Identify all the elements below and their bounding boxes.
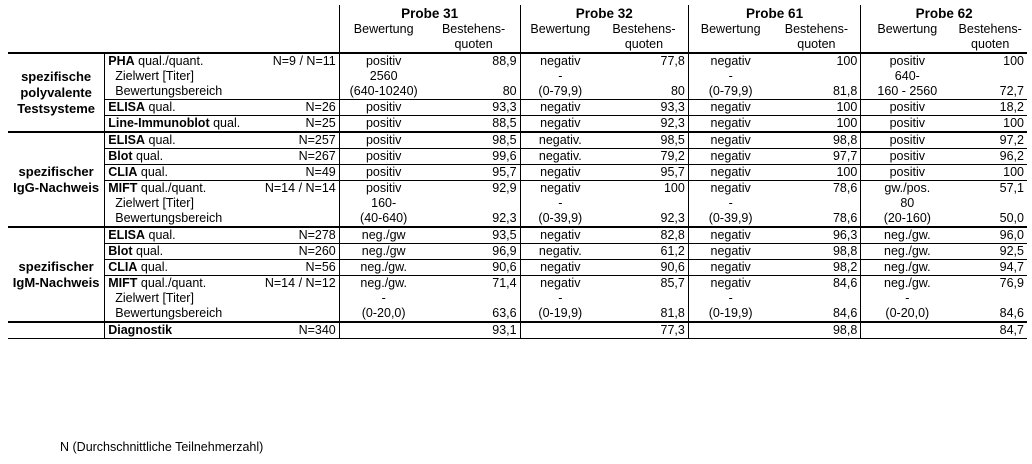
- bewertung-value: negativ: [688, 260, 772, 276]
- bewertung-value: positiv: [339, 181, 427, 197]
- quote-value: 98,8: [772, 322, 860, 339]
- bewertung-value: -: [520, 196, 600, 211]
- method-qualifier: qual.: [137, 260, 168, 274]
- bewertung-value: (0-19,9): [520, 306, 600, 322]
- method-title: Blot: [108, 244, 133, 258]
- method-qualifier: qual./quant.: [137, 276, 207, 290]
- table-row: [8, 149, 1027, 165]
- method-qualifier: qual.: [145, 100, 176, 114]
- quote-value: 50,0: [999, 211, 1024, 225]
- col-header-bestehensquoten: Bestehens-: [958, 22, 1022, 36]
- footnote: N (Durchschnittliche Teilnehmerzahl): [60, 440, 264, 454]
- probe-header: Probe 61: [688, 5, 860, 22]
- method-title: ELISA: [108, 100, 146, 114]
- header-row-probes: [8, 5, 1027, 22]
- quote-value: 97,2: [953, 132, 1027, 149]
- sub-label: Bewertungsbereich: [105, 211, 340, 227]
- quote-value: [600, 69, 688, 84]
- table-subrow: [8, 196, 1027, 211]
- bewertung-value: positiv: [861, 149, 954, 165]
- quote-value: 100: [772, 100, 860, 116]
- quote-value: 84,6: [832, 306, 858, 320]
- bewertung-value: (0-39,9): [688, 211, 772, 227]
- probe-header: Probe 32: [520, 5, 688, 22]
- quote-value: [953, 196, 1027, 211]
- sub-label: Zielwert [Titer]: [105, 291, 340, 306]
- participant-count: N=14 / N=12: [251, 276, 339, 292]
- quote-value: 78,6: [832, 211, 858, 225]
- quote-value: 98,5: [428, 132, 521, 149]
- bewertung-value: (0-20,0): [339, 306, 427, 322]
- quote-value: 92,5: [953, 244, 1027, 260]
- header-row-columns: [8, 37, 1027, 53]
- bewertung-value: -: [520, 69, 600, 84]
- table-subrow: [8, 69, 1027, 84]
- col-header-bestehensquoten: Bestehens-: [784, 22, 848, 36]
- quote-value: 85,7: [600, 276, 688, 292]
- method-title: MIFT: [108, 181, 138, 195]
- table-subrow: [8, 291, 1027, 306]
- quote-value: [772, 291, 860, 306]
- col-header-bestehensquoten: Bestehens-: [441, 22, 506, 36]
- quote-value: 77,8: [600, 53, 688, 69]
- sub-label: Zielwert [Titer]: [105, 69, 340, 84]
- col-header-bewertung: Bewertung: [688, 22, 772, 37]
- quote-value: 92,3: [492, 211, 517, 225]
- bewertung-value: negativ: [688, 149, 772, 165]
- quote-value: 94,7: [953, 260, 1027, 276]
- bewertung-value: negativ: [520, 116, 600, 133]
- table-row: [8, 227, 1027, 244]
- quote-value: 88,9: [428, 53, 521, 69]
- participant-count: N=9 / N=11: [251, 53, 339, 69]
- quote-value: 81,8: [832, 84, 858, 98]
- table-subrow: [8, 211, 1027, 227]
- quote-value: 100: [772, 53, 860, 69]
- bewertung-value: 2560: [339, 69, 427, 84]
- bewertung-value: negativ: [520, 227, 600, 244]
- quote-value: 93,3: [600, 100, 688, 116]
- bewertung-value: (20-160): [861, 211, 954, 227]
- method-title: PHA: [108, 54, 135, 68]
- quote-value: 93,1: [428, 322, 521, 339]
- bewertung-value: negativ: [688, 116, 772, 133]
- table-subrow: [8, 84, 1027, 100]
- col-header-bestehensquoten: Bestehens-: [612, 22, 676, 36]
- bewertung-value: neg./gw.: [339, 276, 427, 292]
- bewertung-value: positiv: [339, 165, 427, 181]
- table-subrow: [8, 306, 1027, 322]
- quote-value: [953, 69, 1027, 84]
- bewertung-value: neg./gw.: [861, 260, 954, 276]
- table-row: [8, 276, 1027, 292]
- quote-value: 88,5: [428, 116, 521, 133]
- bewertung-value: gw./pos.: [861, 181, 954, 197]
- quote-value: 71,4: [428, 276, 521, 292]
- bewertung-value: negativ: [688, 244, 772, 260]
- quote-value: 92,3: [660, 211, 685, 225]
- quote-value: 100: [953, 165, 1027, 181]
- quote-value: 98,8: [772, 244, 860, 260]
- bewertung-value: neg./gw.: [861, 227, 954, 244]
- bewertung-value: (0-19,9): [688, 306, 772, 322]
- section-label: spezifische polyvalente Testsysteme: [8, 53, 105, 132]
- method-name: [105, 181, 251, 197]
- method-title: CLIA: [108, 165, 138, 179]
- bewertung-value: negativ: [688, 181, 772, 197]
- quote-value: 95,7: [600, 165, 688, 181]
- quote-value: 84,7: [953, 322, 1027, 339]
- bewertung-value: negativ.: [520, 244, 600, 260]
- section-label: spezifischer IgG-Nachweis: [8, 132, 105, 227]
- quote-value: 57,1: [953, 181, 1027, 197]
- quote-value: 90,6: [600, 260, 688, 276]
- quote-value: 98,8: [772, 132, 860, 149]
- col-header-bewertung: [688, 37, 772, 53]
- quote-value: 92,3: [600, 116, 688, 133]
- method-name: [105, 244, 251, 260]
- table-row: [8, 165, 1027, 181]
- sub-label: Bewertungsbereich: [105, 306, 340, 322]
- quote-value: [953, 291, 1027, 306]
- quote-value: 98,2: [772, 260, 860, 276]
- quote-value: 96,9: [428, 244, 521, 260]
- quote-value: 100: [953, 116, 1027, 133]
- quote-value: 76,9: [953, 276, 1027, 292]
- probe-header: Probe 31: [339, 5, 520, 22]
- quote-value: [772, 69, 860, 84]
- bewertung-value: [520, 322, 600, 339]
- quote-value: [772, 196, 860, 211]
- col-header-bestehensquoten: quoten: [797, 37, 836, 51]
- method-name: [105, 132, 251, 149]
- quote-value: 100: [953, 53, 1027, 69]
- bewertung-value: (0-79,9): [520, 84, 600, 100]
- bewertung-value: 160 - 2560: [861, 84, 954, 100]
- participant-count: N=49: [251, 165, 339, 181]
- method-qualifier: qual./quant.: [134, 54, 204, 68]
- sub-label: Bewertungsbereich: [105, 84, 340, 100]
- section-label: spezifischer IgM-Nachweis: [8, 227, 105, 322]
- bewertung-value: negativ: [688, 132, 772, 149]
- bewertung-value: positiv: [861, 165, 954, 181]
- quote-value: 72,7: [999, 84, 1024, 98]
- quote-value: [428, 69, 521, 84]
- method-qualifier: qual.: [132, 244, 164, 258]
- bewertung-value: neg./gw: [339, 227, 427, 244]
- bewertung-value: positiv: [861, 53, 954, 69]
- quote-value: 96,2: [953, 149, 1027, 165]
- bewertung-value: negativ: [688, 100, 772, 116]
- table-row: [8, 181, 1027, 197]
- bewertung-value: [688, 322, 772, 339]
- quote-value: 96,3: [772, 227, 860, 244]
- method-name: [105, 116, 251, 133]
- participant-count: N=56: [251, 260, 339, 276]
- bewertung-value: negativ: [688, 276, 772, 292]
- bewertung-value: (640-10240): [339, 84, 427, 100]
- quote-value: 80: [502, 84, 517, 98]
- bewertung-value: negativ: [520, 260, 600, 276]
- bewertung-value: [339, 322, 427, 339]
- bewertung-value: neg./gw.: [861, 244, 954, 260]
- quote-value: 99,6: [428, 149, 521, 165]
- quote-value: 100: [772, 116, 860, 133]
- method-title: Blot: [108, 149, 133, 163]
- bewertung-value: neg./gw.: [861, 276, 954, 292]
- bewertung-value: negativ: [520, 53, 600, 69]
- quote-value: [600, 291, 688, 306]
- method-qualifier: qual./quant.: [137, 181, 207, 195]
- bewertung-value: neg./gw.: [339, 260, 427, 276]
- col-header-bewertung: [339, 37, 427, 53]
- bewertung-value: negativ.: [520, 132, 600, 149]
- quote-value: 92,9: [428, 181, 521, 197]
- bewertung-value: negativ.: [520, 149, 600, 165]
- quote-value: 61,2: [600, 244, 688, 260]
- bewertung-value: -: [861, 291, 954, 306]
- probe-header: Probe 62: [861, 5, 1027, 22]
- quote-value: 84,6: [772, 276, 860, 292]
- bewertung-value: neg./gw: [339, 244, 427, 260]
- method-name: [105, 165, 251, 181]
- col-header-bewertung: [861, 37, 954, 53]
- table-row: [8, 53, 1027, 69]
- table-row: [8, 116, 1027, 133]
- method-qualifier: qual.: [145, 133, 176, 147]
- participant-count: N=26: [251, 100, 339, 116]
- quote-value: 80: [670, 84, 685, 98]
- method-name: [105, 227, 251, 244]
- bewertung-value: positiv: [339, 132, 427, 149]
- method-name: [105, 53, 251, 69]
- bewertung-value: (0-39,9): [520, 211, 600, 227]
- quote-value: 98,5: [600, 132, 688, 149]
- bewertung-value: negativ: [520, 165, 600, 181]
- quote-value: 96,0: [953, 227, 1027, 244]
- method-name: [105, 276, 251, 292]
- quote-value: 93,5: [428, 227, 521, 244]
- bewertung-value: negativ: [520, 100, 600, 116]
- bewertung-value: negativ: [688, 227, 772, 244]
- diagnostik-row: [8, 322, 1027, 339]
- method-qualifier: qual.: [209, 116, 241, 130]
- bewertung-value: (40-640): [339, 211, 427, 227]
- table-row: [8, 100, 1027, 116]
- bewertung-value: positiv: [339, 100, 427, 116]
- diagnostik-label: [105, 322, 251, 339]
- bewertung-value: positiv: [861, 116, 954, 133]
- bewertung-value: -: [339, 291, 427, 306]
- quote-value: 100: [600, 181, 688, 197]
- quote-value: 93,3: [428, 100, 521, 116]
- bewertung-value: (0-79,9): [688, 84, 772, 100]
- quote-value: [428, 196, 521, 211]
- quote-value: 77,3: [600, 322, 688, 339]
- participant-count: N=278: [251, 227, 339, 244]
- quote-value: 81,8: [660, 306, 685, 320]
- quote-value: 90,6: [428, 260, 521, 276]
- bewertung-value: negativ: [520, 181, 600, 197]
- participant-count: N=257: [251, 132, 339, 149]
- bewertung-value: negativ: [520, 276, 600, 292]
- diagnostik-title: Diagnostik: [108, 323, 173, 337]
- participant-count: N=25: [251, 116, 339, 133]
- bewertung-value: positiv: [339, 116, 427, 133]
- quote-value: 63,6: [492, 306, 517, 320]
- bewertung-value: negativ: [688, 165, 772, 181]
- participant-count: N=14 / N=14: [251, 181, 339, 197]
- col-header-bewertung: Bewertung: [861, 22, 954, 37]
- col-header-bewertung: [520, 37, 600, 53]
- method-title: MIFT: [108, 276, 138, 290]
- quote-value: 84,6: [999, 306, 1024, 320]
- bewertung-value: -: [688, 69, 772, 84]
- bewertung-value: 80: [861, 196, 954, 211]
- quote-value: 78,6: [772, 181, 860, 197]
- participant-count: N=260: [251, 244, 339, 260]
- bewertung-value: -: [520, 291, 600, 306]
- bewertung-value: (0-20,0): [861, 306, 954, 322]
- bewertung-value: [861, 322, 954, 339]
- sub-label: Zielwert [Titer]: [105, 196, 340, 211]
- participant-count: N=340: [251, 322, 339, 339]
- quote-value: 95,7: [428, 165, 521, 181]
- bewertung-value: negativ: [688, 53, 772, 69]
- method-qualifier: qual.: [145, 228, 176, 242]
- table-row: [8, 260, 1027, 276]
- quote-value: [600, 196, 688, 211]
- method-title: ELISA: [108, 228, 146, 242]
- col-header-bestehensquoten: quoten: [624, 37, 664, 51]
- bewertung-value: positiv: [861, 100, 954, 116]
- col-header-bewertung: Bewertung: [520, 22, 600, 37]
- method-name: [105, 149, 251, 165]
- method-title: CLIA: [108, 260, 138, 274]
- quote-value: [428, 291, 521, 306]
- bewertung-value: positiv: [339, 149, 427, 165]
- quote-value: 97,7: [772, 149, 860, 165]
- bewertung-value: positiv: [861, 132, 954, 149]
- col-header-bewertung: Bewertung: [339, 22, 427, 37]
- method-qualifier: qual.: [132, 149, 164, 163]
- method-title: Line-Immunoblot: [108, 116, 210, 130]
- col-header-bestehensquoten: quoten: [971, 37, 1010, 51]
- bewertung-value: -: [688, 196, 772, 211]
- results-table: [8, 5, 1027, 339]
- quote-value: 82,8: [600, 227, 688, 244]
- header-row-columns: [8, 22, 1027, 37]
- table-row: [8, 244, 1027, 260]
- quote-value: 100: [772, 165, 860, 181]
- bewertung-value: positiv: [339, 53, 427, 69]
- method-qualifier: qual.: [137, 165, 168, 179]
- bewertung-value: -: [688, 291, 772, 306]
- bewertung-value: 640-: [861, 69, 954, 84]
- quote-value: 18,2: [953, 100, 1027, 116]
- bewertung-value: 160-: [339, 196, 427, 211]
- method-title: ELISA: [108, 133, 146, 147]
- method-name: [105, 100, 251, 116]
- table-row: [8, 132, 1027, 149]
- participant-count: N=267: [251, 149, 339, 165]
- method-name: [105, 260, 251, 276]
- col-header-bestehensquoten: quoten: [454, 37, 493, 51]
- quote-value: 79,2: [600, 149, 688, 165]
